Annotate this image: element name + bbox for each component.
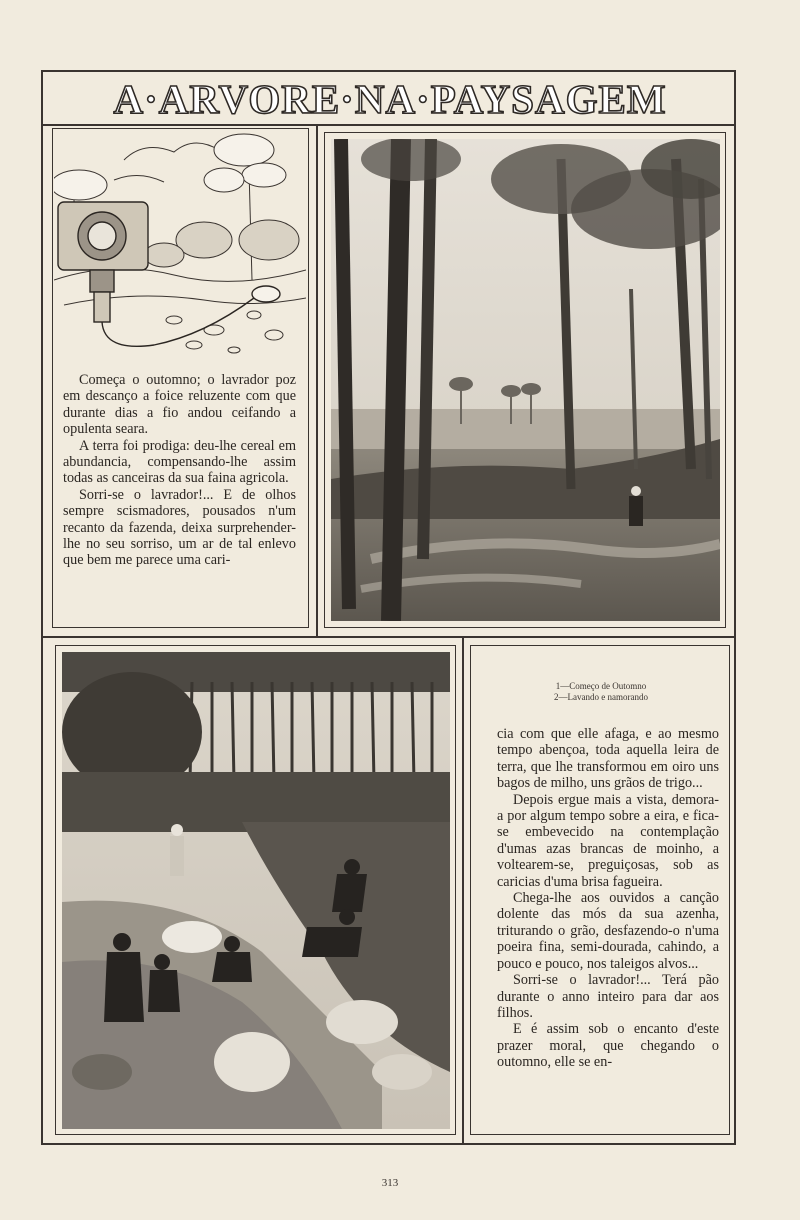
paragraph: A terra foi prodiga: deu-lhe cereal em abundancia, compensando-lhe assim todas as canceiras da sua faina agricola.	[63, 437, 296, 487]
paragraph: Sorri-se o lavrador!... Terá pão durante o anno inteiro para dar aos filhos.	[497, 972, 719, 1021]
article-column-one	[63, 372, 296, 569]
paragraph: E é assim sob o encanto d'este prazer moral, que chegando o outomno, elle se en-	[497, 1021, 719, 1071]
caption-two: 2—Lavando e namorando	[554, 692, 648, 702]
paragraph: Sorri-se o lavrador!... E de olhos sempre scismadores, pousados n'um recanto da fazenda, deixa surprehender-lhe no seu sorriso, um ar de tal enlevo que bem me parece uma cari-	[63, 486, 296, 569]
paragraph: Chega-lhe aos ouvidos a canção dolente das mós da sua azenha, triturando o grão, desfazendo-o n'uma poeira fina, semi-dourada, cahindo, a pouco e pouco, nos taleigos alvos...	[497, 890, 719, 972]
paragraph: Depois ergue mais a vista, demora-a por algum tempo sobre a eira, e fica-se embevecido na contemplação d'umas azas brancas de moinho, a voltearem-se, preguiçosas, sob as caricias d'uma brisa fagueira.	[497, 791, 719, 890]
divider-lower	[462, 636, 464, 1145]
photo-washing-stream	[62, 652, 450, 1129]
photo-autumn-pines	[331, 139, 720, 621]
camera-landscape-illustration	[54, 130, 306, 358]
divider-middle	[41, 636, 736, 638]
article-column-two	[497, 726, 719, 1071]
divider-top	[41, 124, 736, 126]
paragraph: cia com que elle afaga, e ao mesmo tempo abençoa, toda aquella leira de terra, que lhe transformou em oiro uns bagos de milho, uns grãos de trigo...	[497, 726, 719, 792]
page-title: A·ARVORE·NA·PAYSAGEM	[113, 76, 667, 122]
page-number: 313	[381, 1177, 399, 1189]
paragraph: Começa o outomno; o lavrador poz em descanço a foice reluzente com que durante dias a fio andou ceifando a opulenta seara.	[63, 372, 296, 438]
divider-upper	[316, 124, 318, 636]
photo-captions	[476, 681, 726, 703]
caption-one: 1—Começo de Outomno	[555, 681, 647, 691]
